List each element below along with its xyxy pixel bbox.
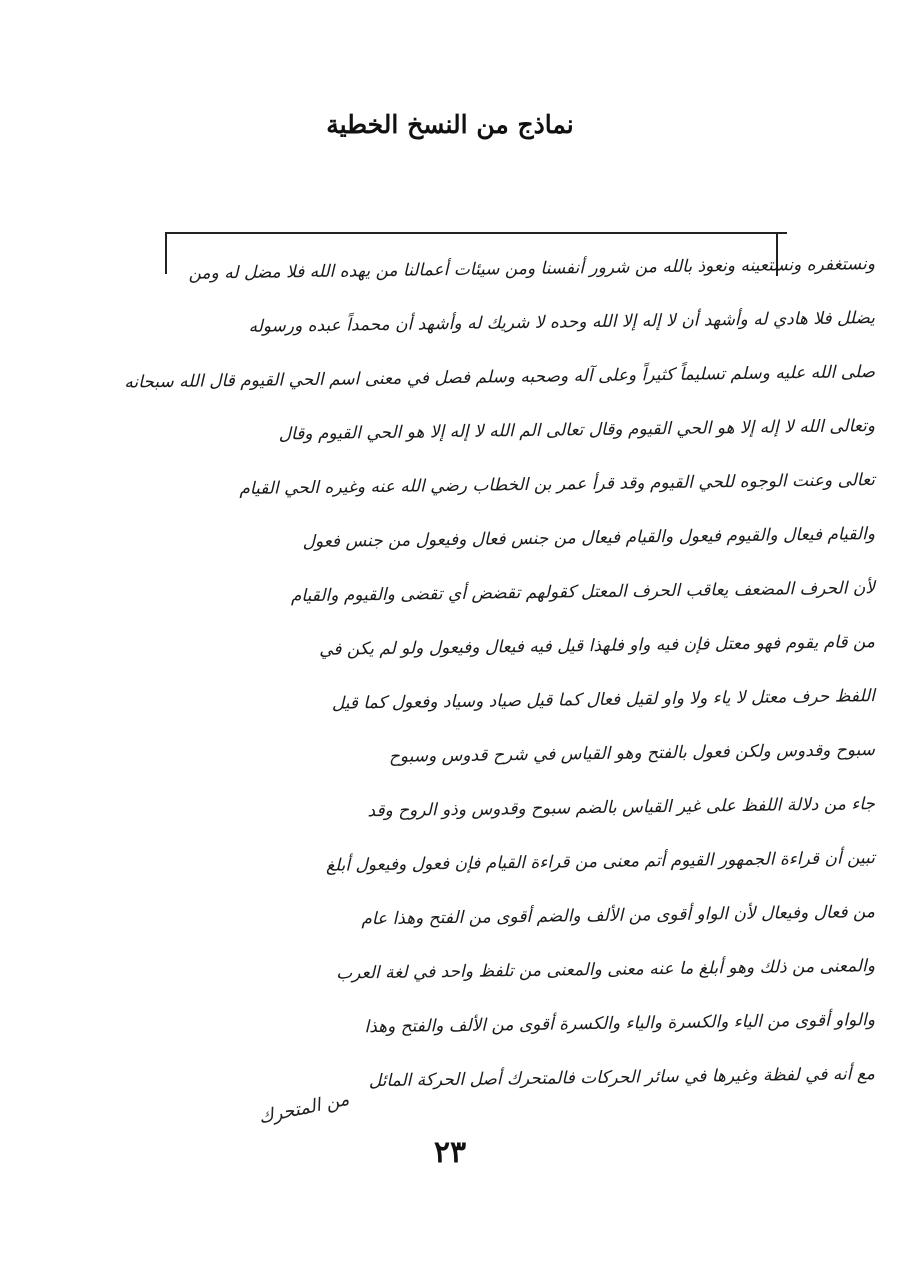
manuscript-line: ونستغفره ونستعينه ونعوذ بالله من شرور أنفسنا ومن سيئات أعمالنا من يهده الله فلا مضل له ومن xyxy=(188,254,876,284)
manuscript-line: من فعال وفيعال لأن الواو أقوى من الألف والضم أقوى من الفتح وهذا عام xyxy=(361,902,876,930)
manuscript-line: مع أنه في لفظة وغيرها في سائر الحركات فالمتحرك أصل الحركة المائل xyxy=(368,1064,876,1092)
manuscript-page xyxy=(124,232,876,1092)
manuscript-line: جاء من دلالة اللفظ على غير القياس بالضم سبوح وقدوس وذو الروح وقد xyxy=(367,794,876,822)
manuscript-line: والمعنى من ذلك وهو أبلغ ما عنه معنى والمعنى من تلفظ واحد في لغة العرب xyxy=(336,956,876,984)
manuscript-line: تعالى وعنت الوجوه للحي القيوم وقد قرأ عمر بن الخطاب رضي الله عنه وغيره الحي القيام xyxy=(239,470,876,499)
manuscript-line: يضلل فلا هادي له وأشهد أن لا إله إلا الله وحده لا شريك له وأشهد أن محمداً عبده ورسوله xyxy=(248,308,876,337)
manuscript-line: وتعالى الله لا إله إلا هو الحي القيوم وقال تعالى الم الله لا إله إلا هو الحي القيوم وقال xyxy=(278,416,876,445)
manuscript-line: تبين أن قراءة الجمهور القيوم أتم معنى من قراءة القيام فإن فعول وفيعول أبلغ xyxy=(325,848,876,876)
manuscript-line: لأن الحرف المضعف يعاقب الحرف المعتل كقولهم تقضض أي تقضى والقيوم والقيام xyxy=(290,578,876,607)
manuscript-line: من قام يقوم فهو معتل فإن فيه واو فلهذا قيل فيه فيعال وفيعول ولو لم يكن في xyxy=(318,632,876,660)
page-title: نماذج من النسخ الخطية xyxy=(326,110,574,139)
manuscript-text-block xyxy=(124,242,876,1106)
manuscript-line: سبوح وقدوس ولكن فعول بالفتح وهو القياس في شرح قدوس وسبوح xyxy=(388,740,876,767)
manuscript-line: والقيام فيعال والقيوم فيعول والقيام فيعال من جنس فعال وفيعول من جنس فعول xyxy=(302,524,876,553)
manuscript-line: صلى الله عليه وسلم تسليماً كثيراً وعلى آله وصحبه وسلم فصل في معنى اسم الحي القيوم قال الله سبحانه xyxy=(124,362,876,393)
catchword: من المتحرك xyxy=(256,1088,351,1129)
manuscript-line: والواو أقوى من الياء والكسرة والياء والكسرة أقوى من الألف والفتح وهذا xyxy=(364,1010,876,1038)
manuscript-line: اللفظ حرف معتل لا ياء ولا واو لقيل فعال كما قيل صياد وسياد وفعول كما قيل xyxy=(331,686,876,714)
page-number: ٢٣ xyxy=(433,1135,467,1170)
